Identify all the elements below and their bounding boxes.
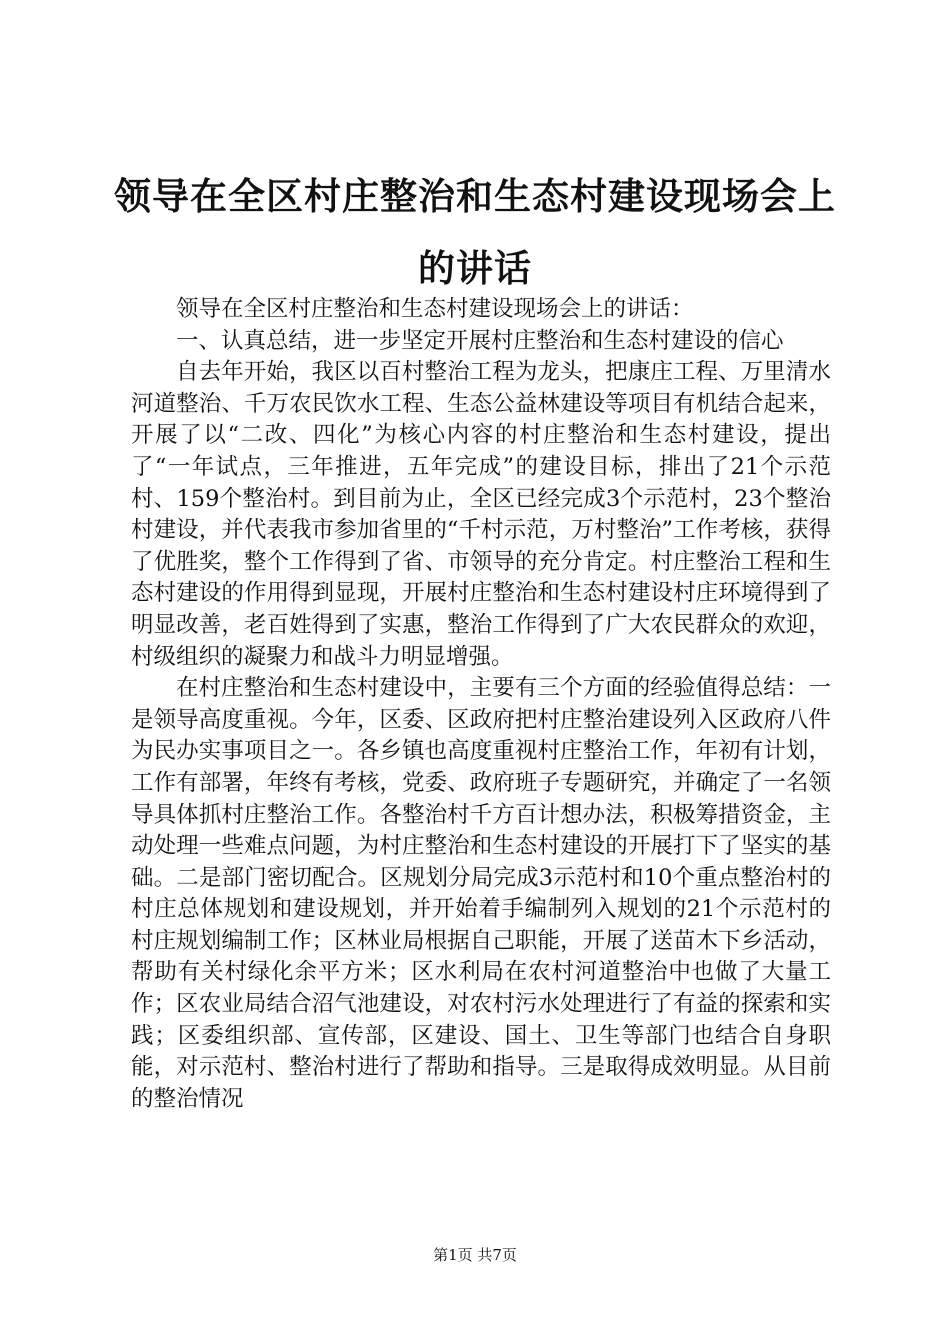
paragraph-achievements: 自去年开始，我区以百村整治工程为龙头，把康庄工程、万里清水河道整治、千万农民饮水工程、生态公益林建设等项目有机结合起来，开展了以“二改、四化”为核心内容的村庄整治和生态村建设，提出了“一年试点，三年推进，五年完成”的建设目标，排出了21个示范村、159个整治村。到目前为止，全区已经完成3个示范村，23个整治村建设，并代表我市参加省里的“千村示范，万村整治”工作考核，获得了优胜奖，整个工作得到了省、市领导的充分肯定。村庄整治工程和生态村建设的作用得到显现，开展村庄整治和生态村建设村庄环境得到了明显改善，老百姓得到了实惠，整治工作得到了广大农民群众的欢迎，村级组织的凝聚力和战斗力明显增强。 bbox=[131, 359, 831, 670]
page-footer: 第1页 共7页 bbox=[433, 1246, 517, 1264]
document-body bbox=[131, 294, 831, 1115]
paragraph-intro: 领导在全区村庄整治和生态村建设现场会上的讲话： bbox=[176, 296, 694, 322]
document-title: 领导在全区村庄整治和生态村建设现场会上的讲话 bbox=[114, 174, 836, 290]
paragraph-section-heading: 一、认真总结，进一步坚定开展村庄整治和生态村建设的信心 bbox=[176, 327, 784, 354]
paragraph-experience: 在村庄整治和生态村建设中，主要有三个方面的经验值得总结：一是领导高度重视。今年，区委、区政府把村庄整治建设列入区政府八件为民办实事项目之一。各乡镇也高度重视村庄整治工作，年初有计划，工作有部署，年终有考核，党委、政府班子专题研究，并确定了一名领导具体抓村庄整治工作。各整治村千方百计想办法，积极筹措资金，主动处理一些难点问题，为村庄整治和生态村建设的开展打下了坚实的基础。二是部门密切配合。区规划分局完成3示范村和10个重点整治村的村庄总体规划和建设规划，并开始着手编制列入规划的21个示范村的村庄规划编制工作；区林业局根据自己职能，开展了送苗木下乡活动，帮助有关村绿化余平方米；区水利局在农村河道整治中也做了大量工作；区农业局结合沼气池建设，对农村污水处理进行了有益的探索和实践；区委组织部、宣传部，区建设、国土、卫生等部门也结合自身职能，对示范村、整治村进行了帮助和指导。三是取得成效明显。从目前的整治情况 bbox=[131, 675, 831, 1112]
